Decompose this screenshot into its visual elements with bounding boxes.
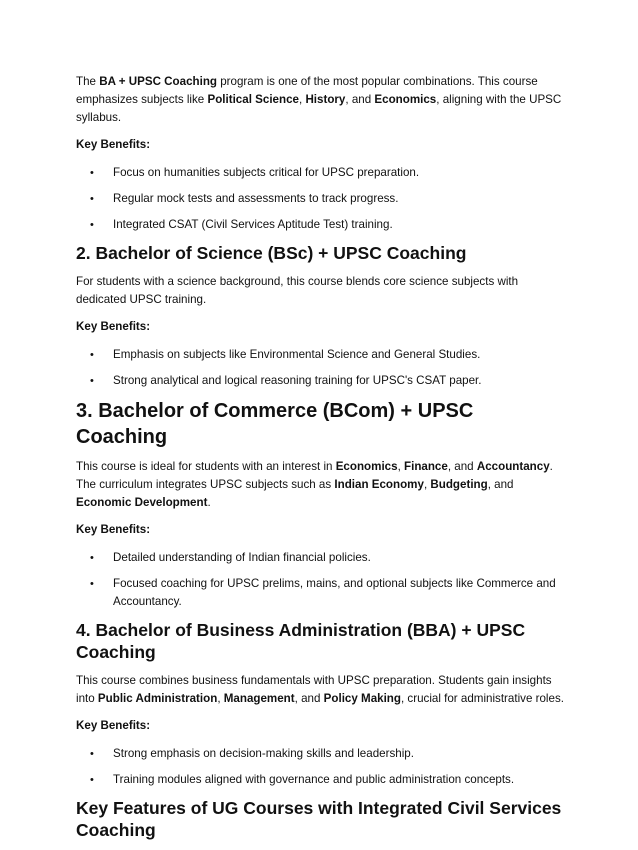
text-run: . bbox=[207, 496, 211, 509]
emphasized-term: Finance bbox=[404, 460, 448, 473]
section-intro-bcom bbox=[76, 458, 566, 512]
benefits-list-bcom bbox=[76, 549, 566, 611]
text-run: , crucial for administrative roles. bbox=[400, 692, 564, 705]
bullet-icon: • bbox=[90, 578, 94, 590]
list-item-text: Integrated CSAT (Civil Services Aptitude Test) training. bbox=[113, 218, 393, 231]
text-run: , and bbox=[447, 460, 477, 473]
list-item bbox=[76, 372, 566, 390]
list-item bbox=[76, 346, 566, 364]
list-item-text: Strong emphasis on decision-making skills and leadership. bbox=[113, 747, 414, 760]
emphasized-term: Economics bbox=[335, 460, 398, 473]
text-run: , bbox=[397, 460, 405, 473]
list-item-text: Strong analytical and logical reasoning training for UPSC's CSAT paper. bbox=[113, 374, 482, 387]
section-heading-bcom: 3. Bachelor of Commerce (BCom) + UPSC Coaching bbox=[76, 400, 474, 448]
final-heading: Key Features of UG Courses with Integrated Civil Services Coaching bbox=[76, 798, 562, 840]
key-benefits-label: Key Benefits: bbox=[76, 138, 151, 151]
bullet-icon: • bbox=[90, 774, 94, 786]
list-item bbox=[76, 190, 566, 208]
text-run: , aligning with the UPSC syllabus. bbox=[76, 93, 562, 124]
emphasized-term: Policy Making bbox=[323, 692, 401, 705]
emphasized-term: Budgeting bbox=[430, 478, 488, 491]
emphasized-term: Management bbox=[223, 692, 295, 705]
text-run: This course combines business fundamentals with UPSC preparation. Students gain insights into bbox=[76, 674, 552, 705]
benefits-list-bsc bbox=[76, 346, 566, 390]
bullet-icon: • bbox=[90, 375, 94, 387]
bullet-icon: • bbox=[90, 219, 94, 231]
emphasized-term: BA + UPSC Coaching bbox=[99, 75, 217, 88]
emphasized-term: Economic Development bbox=[76, 496, 208, 509]
document-content bbox=[76, 73, 566, 850]
text-run: , and bbox=[487, 478, 514, 491]
list-item bbox=[76, 549, 566, 567]
benefits-list-bba bbox=[76, 745, 566, 789]
text-run: , bbox=[298, 93, 306, 106]
list-item-text: Focus on humanities subjects critical for UPSC preparation. bbox=[113, 166, 420, 179]
list-item bbox=[76, 771, 566, 789]
key-benefits-label: Key Benefits: bbox=[76, 320, 151, 333]
text-run: , bbox=[217, 692, 224, 705]
list-item bbox=[76, 745, 566, 763]
emphasized-term: Political Science bbox=[207, 93, 299, 106]
key-benefits-label: Key Benefits: bbox=[76, 719, 151, 732]
text-run: . The curriculum integrates UPSC subjects such as bbox=[76, 460, 553, 491]
bullet-icon: • bbox=[90, 193, 94, 205]
section-intro-ba bbox=[76, 73, 566, 127]
list-item bbox=[76, 164, 566, 182]
emphasized-term: Accountancy bbox=[476, 460, 550, 473]
bullet-icon: • bbox=[90, 349, 94, 361]
text-run: , and bbox=[294, 692, 324, 705]
section-intro-bsc bbox=[76, 273, 566, 309]
text-run: This course is ideal for students with an interest in bbox=[76, 460, 336, 473]
section-heading-bba: 4. Bachelor of Business Administration (BBA) + UPSC Coaching bbox=[76, 620, 526, 662]
section-intro-bba bbox=[76, 672, 566, 708]
section-heading-bsc: 2. Bachelor of Science (BSc) + UPSC Coaching bbox=[76, 243, 467, 263]
list-item bbox=[76, 575, 566, 611]
key-benefits-label: Key Benefits: bbox=[76, 523, 151, 536]
list-item-text: Detailed understanding of Indian financial policies. bbox=[113, 551, 371, 564]
list-item-text: Regular mock tests and assessments to track progress. bbox=[113, 192, 399, 205]
text-run: , and bbox=[345, 93, 375, 106]
emphasized-term: History bbox=[305, 93, 346, 106]
list-item-text: Training modules aligned with governance and public administration concepts. bbox=[113, 773, 515, 786]
list-item bbox=[76, 216, 566, 234]
text-run: For students with a science background, this course blends core science subjects with dedicated UPSC training. bbox=[76, 275, 519, 306]
bullet-icon: • bbox=[90, 552, 94, 564]
emphasized-term: Public Administration bbox=[97, 692, 218, 705]
list-item-text: Focused coaching for UPSC prelims, mains, and optional subjects like Commerce and Accountancy. bbox=[113, 577, 556, 608]
list-item-text: Emphasis on subjects like Environmental Science and General Studies. bbox=[113, 348, 481, 361]
text-run: , bbox=[423, 478, 431, 491]
text-run: program is one of the most popular combinations. This course emphasizes subjects like bbox=[76, 75, 538, 106]
text-run: The bbox=[76, 75, 100, 88]
emphasized-term: Indian Economy bbox=[334, 478, 424, 491]
benefits-list-ba bbox=[76, 164, 566, 234]
bullet-icon: • bbox=[90, 748, 94, 760]
emphasized-term: Economics bbox=[374, 93, 437, 106]
bullet-icon: • bbox=[90, 167, 94, 179]
